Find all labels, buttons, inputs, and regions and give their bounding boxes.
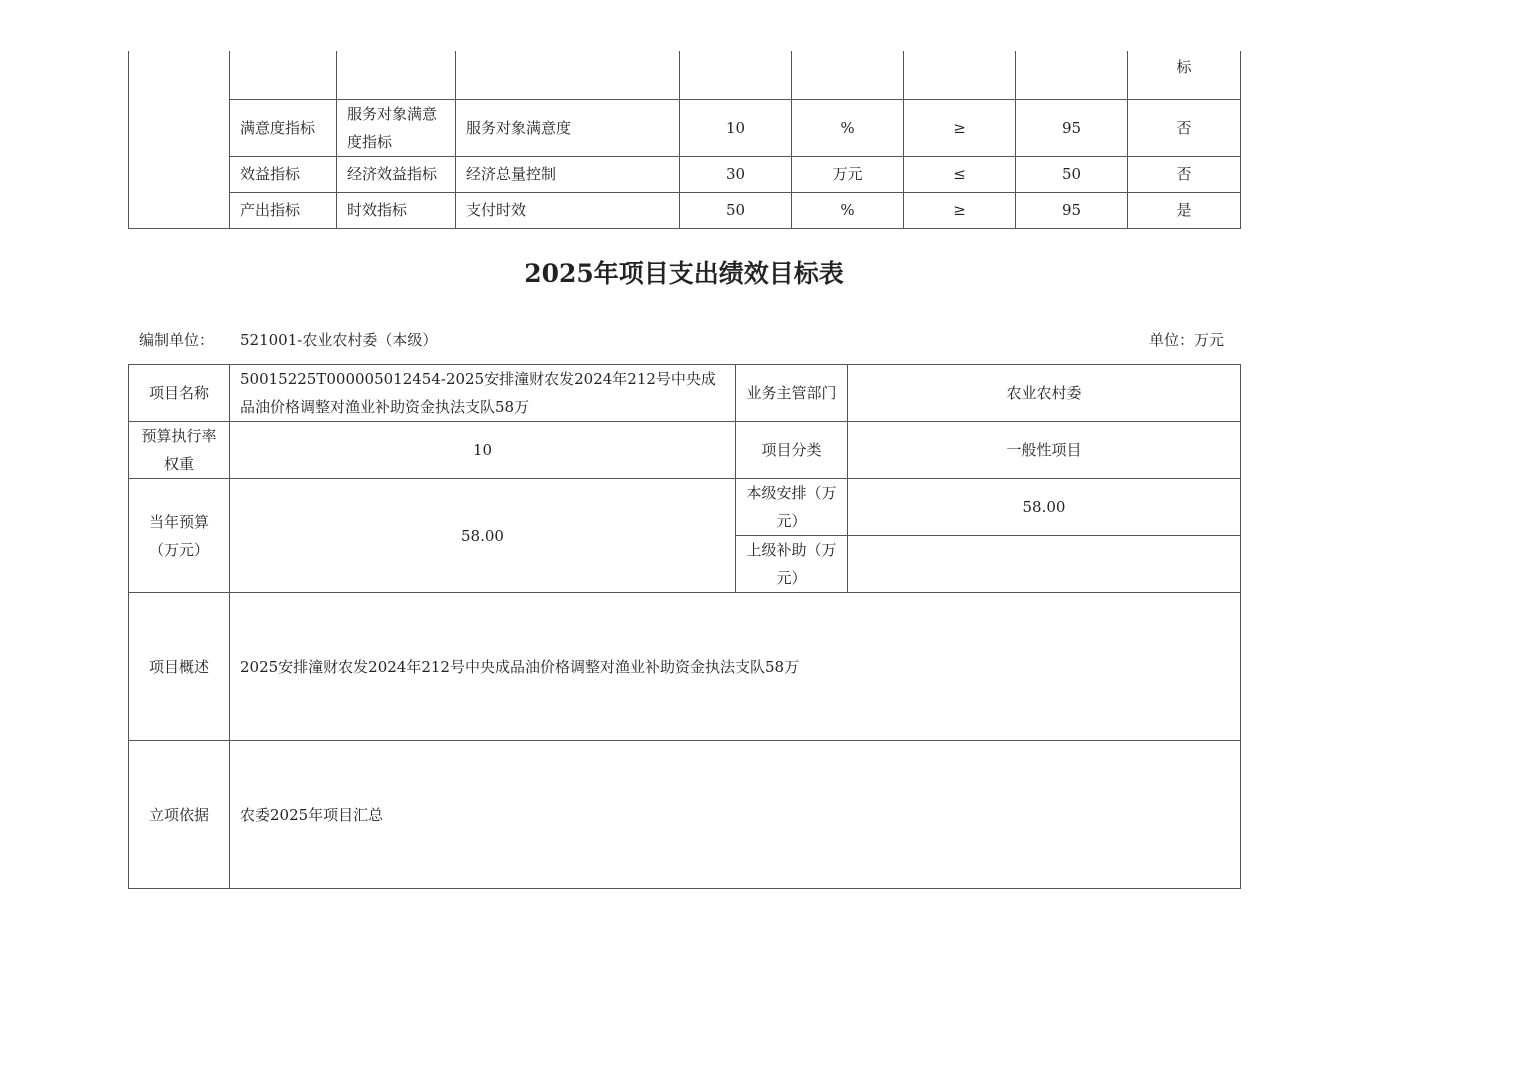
second-level-indicator: 时效指标 xyxy=(337,192,456,228)
indicator-operator xyxy=(904,51,1016,99)
third-level-indicator: 经济总量控制 xyxy=(456,156,680,192)
indicator-weight xyxy=(680,51,792,99)
upper-subsidy-label: 上级补助（万元） xyxy=(736,536,848,593)
org-unit-label: 编制单位： xyxy=(139,331,215,349)
dept-label: 业务主管部门 xyxy=(736,365,848,422)
budget-label: 当年预算（万元） xyxy=(129,479,230,593)
indicator-unit: % xyxy=(792,192,904,228)
exec-rate-label: 预算执行率权重 xyxy=(129,422,230,479)
exec-rate-value: 10 xyxy=(230,422,736,479)
category-label: 项目分类 xyxy=(736,422,848,479)
third-level-indicator xyxy=(456,51,680,99)
org-unit-value: 521001-农业农村委（本级） xyxy=(240,331,438,349)
indicator-core-flag: 是 xyxy=(1128,192,1241,228)
second-level-indicator xyxy=(337,51,456,99)
money-unit-label: 单位：万元 xyxy=(1149,331,1225,349)
basis-value: 农委2025年项目汇总 xyxy=(230,741,1241,889)
indicator-unit: 万元 xyxy=(792,156,904,192)
indicator-table-continued xyxy=(128,51,1241,229)
merged-category-cell xyxy=(129,51,230,228)
table-row xyxy=(129,422,1241,479)
category-value: 一般性项目 xyxy=(848,422,1241,479)
indicator-operator: ≥ xyxy=(904,99,1016,156)
third-level-indicator: 支付时效 xyxy=(456,192,680,228)
indicator-weight: 30 xyxy=(680,156,792,192)
first-level-indicator xyxy=(230,51,337,99)
indicator-weight: 50 xyxy=(680,192,792,228)
table-row xyxy=(129,365,1241,422)
table-row xyxy=(129,741,1241,889)
indicator-weight: 10 xyxy=(680,99,792,156)
indicator-core-flag: 标 xyxy=(1128,51,1241,99)
second-level-indicator: 经济效益指标 xyxy=(337,156,456,192)
overview-label: 项目概述 xyxy=(129,593,230,741)
indicator-target: 95 xyxy=(1016,192,1128,228)
indicator-target: 50 xyxy=(1016,156,1128,192)
indicator-core-flag: 否 xyxy=(1128,99,1241,156)
budget-value: 58.00 xyxy=(230,479,736,593)
third-level-indicator: 服务对象满意度 xyxy=(456,99,680,156)
second-level-indicator: 服务对象满意度指标 xyxy=(337,99,456,156)
indicator-target: 95 xyxy=(1016,99,1128,156)
project-info-table xyxy=(128,364,1241,889)
upper-subsidy-value xyxy=(848,536,1241,593)
table-row xyxy=(129,593,1241,741)
indicator-unit xyxy=(792,51,904,99)
project-name-value: 50015225T000005012454-2025安排潼财农发2024年212号中央成品油价格调整对渔业补助资金执法支队58万 xyxy=(230,365,736,422)
table-row xyxy=(129,192,1241,228)
table-row xyxy=(129,156,1241,192)
dept-value: 农业农村委 xyxy=(848,365,1241,422)
table-row xyxy=(129,479,1241,536)
local-arrangement-label: 本级安排（万元） xyxy=(736,479,848,536)
overview-value: 2025安排潼财农发2024年212号中央成品油价格调整对渔业补助资金执法支队58万 xyxy=(230,593,1241,741)
basis-label: 立项依据 xyxy=(129,741,230,889)
indicator-operator: ≤ xyxy=(904,156,1016,192)
table-row xyxy=(129,99,1241,156)
first-level-indicator: 满意度指标 xyxy=(230,99,337,156)
indicator-unit: % xyxy=(792,99,904,156)
indicator-target xyxy=(1016,51,1128,99)
first-level-indicator: 效益指标 xyxy=(230,156,337,192)
indicator-operator: ≥ xyxy=(904,192,1016,228)
local-arrangement-value: 58.00 xyxy=(848,479,1241,536)
first-level-indicator: 产出指标 xyxy=(230,192,337,228)
page-title: 2025年项目支出绩效目标表 xyxy=(524,259,844,288)
indicator-core-flag: 否 xyxy=(1128,156,1241,192)
table-row xyxy=(129,51,1241,99)
project-name-label: 项目名称 xyxy=(129,365,230,422)
